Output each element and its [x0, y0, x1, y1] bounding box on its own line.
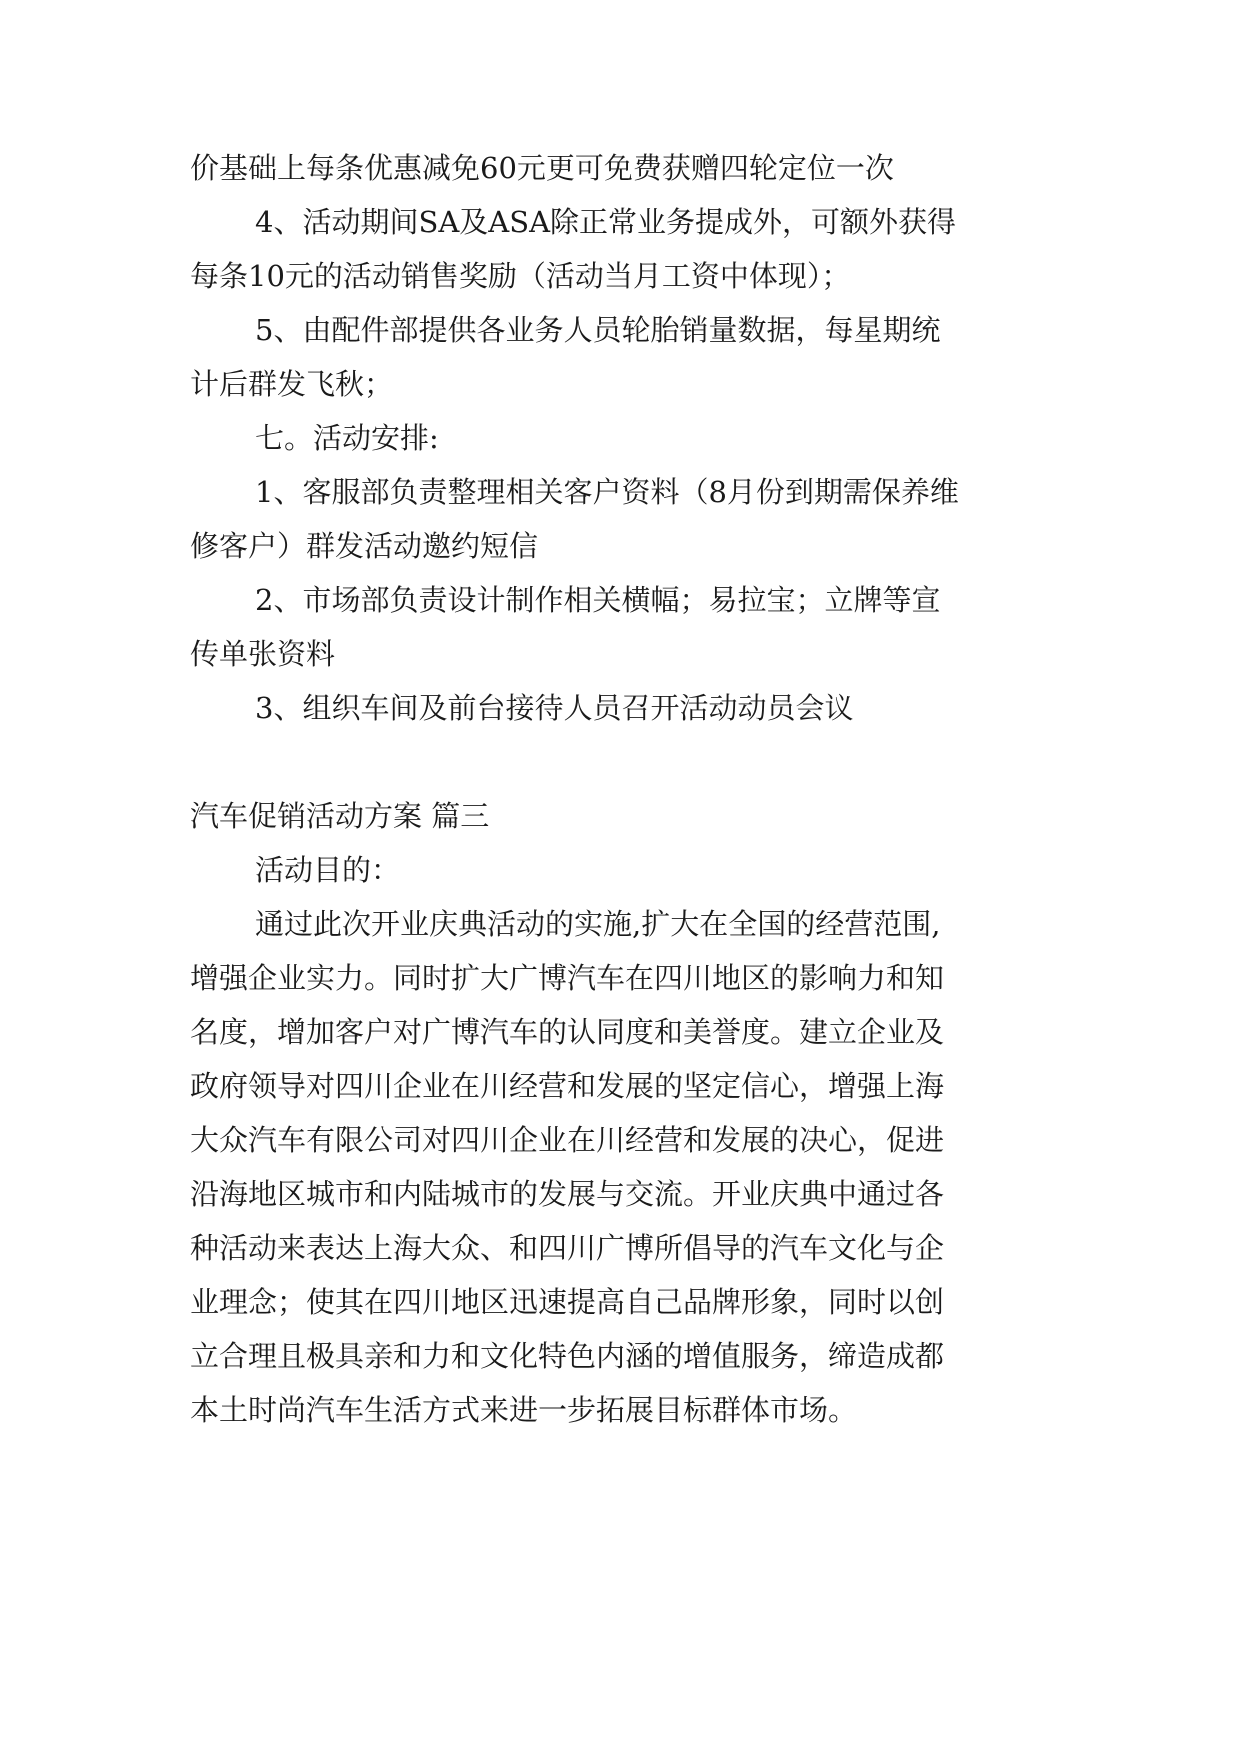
text-line: 业理念；使其在四川地区迅速提高自己品牌形象，同时以创: [190, 1285, 945, 1319]
chapter-title: 汽车促销活动方案 篇三: [190, 799, 490, 833]
text-line: 计后群发飞秋；: [190, 367, 394, 401]
text-line: 每条10元的活动销售奖励（活动当月工资中体现）；: [190, 259, 851, 293]
text-line: 通过此次开业庆典活动的实施,扩大在全国的经营范围,: [255, 907, 941, 941]
text-line: 5、由配件部提供各业务人员轮胎销量数据，每星期统: [255, 313, 941, 347]
text-line: 增强企业实力。同时扩大广博汽车在四川地区的影响力和知: [190, 961, 945, 995]
text-line: 4、活动期间SA及ASA除正常业务提成外，可额外获得: [255, 205, 957, 239]
text-line: 政府领导对四川企业在川经营和发展的坚定信心，增强上海: [190, 1069, 945, 1103]
text-line: 种活动来表达上海大众、和四川广博所倡导的汽车文化与企: [190, 1231, 945, 1265]
text-line: 沿海地区城市和内陆城市的发展与交流。开业庆典中通过各: [190, 1177, 945, 1211]
text-line: 名度，增加客户对广博汽车的认同度和美誉度。建立企业及: [190, 1015, 945, 1049]
section-heading: 活动目的：: [255, 853, 401, 887]
text-line: 传单张资料: [190, 637, 336, 671]
section-heading: 七。活动安排:: [255, 421, 439, 455]
text-line: 3、组织车间及前台接待人员召开活动动员会议: [255, 691, 854, 725]
text-line: 价基础上每条优惠减免60元更可免费获赠四轮定位一次: [190, 151, 894, 185]
text-line: 2、市场部负责设计制作相关横幅；易拉宝；立牌等宣: [255, 583, 941, 617]
text-line: 本土时尚汽车生活方式来进一步拓展目标群体市场。: [190, 1393, 858, 1427]
text-line: 1、客服部负责整理相关客户资料（8月份到期需保养维: [255, 475, 959, 509]
text-line: 大众汽车有限公司对四川企业在川经营和发展的决心，促进: [190, 1123, 945, 1157]
text-line: 修客户）群发活动邀约短信: [190, 529, 539, 563]
text-line: 立合理且极具亲和力和文化特色内涵的增值服务，缔造成都: [190, 1339, 945, 1373]
